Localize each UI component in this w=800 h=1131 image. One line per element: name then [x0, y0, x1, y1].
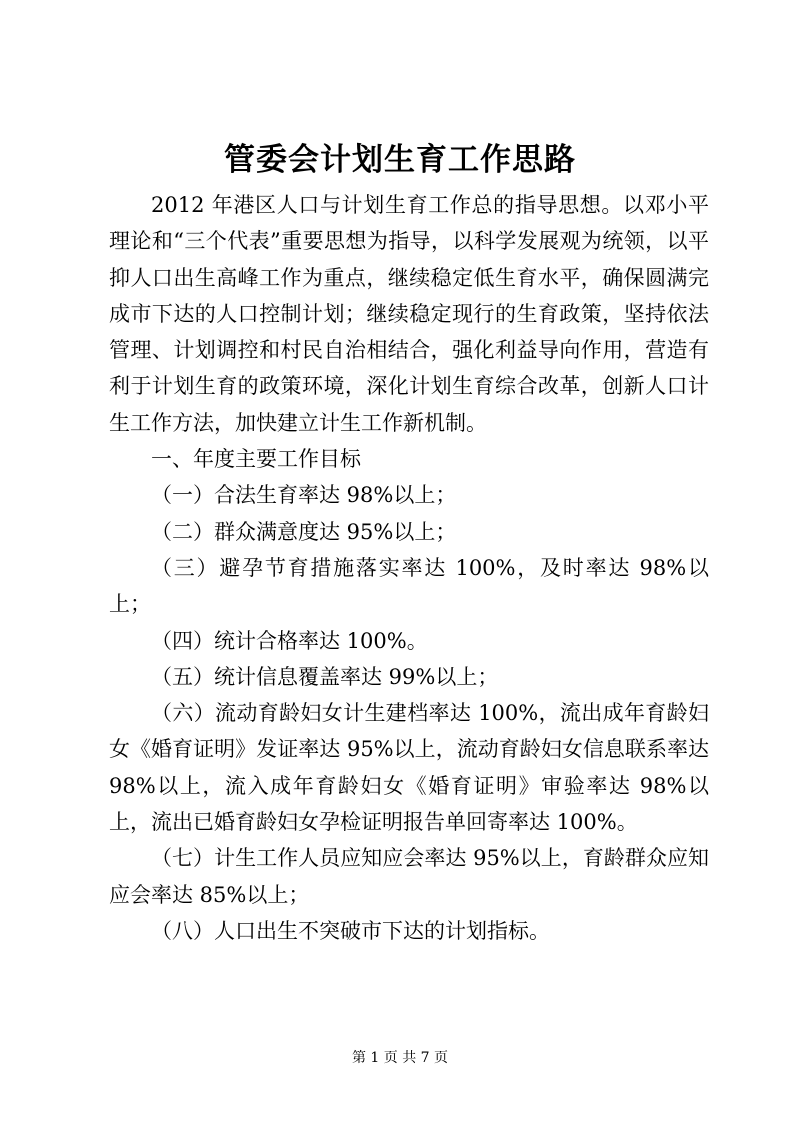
goal-item-8: （八）人口出生不突破市下达的计划指标。: [151, 918, 550, 943]
goal-item-3: （三）避孕节育措施落实率达 100%，及时率达 98%以上；: [109, 555, 709, 617]
document-body: [109, 187, 709, 949]
goal-item-6: （六）流动育龄妇女计生建档率达 100%，流出成年育龄妇女《婚育证明》发证率达 95%以上，流动育龄妇女信息联系率达 98%以上，流入成年育龄妇女《婚育证明》审验率达 98%以上，流出已婚育龄妇女孕检证明报告单回寄率达 100%。: [109, 701, 709, 835]
goal-item-5: （五）统计信息覆盖率达 99%以上；: [151, 664, 499, 689]
section-heading-annual-goals: 一、年度主要工作目标: [151, 447, 361, 472]
page-number-footer: 第 1 页 共 7 页: [351, 1050, 449, 1066]
goal-item-2: （二）群众满意度达 95%以上；: [151, 519, 457, 544]
document-title: 管委会计划生育工作思路: [224, 142, 576, 178]
goal-item-7: （七）计生工作人员应知应会率达 95%以上，育龄群众应知应会率达 85%以上；: [109, 846, 709, 907]
goal-item-4: （四）统计合格率达 100%。: [151, 628, 428, 653]
paragraph-guiding-thought: 2012 年港区人口与计划生育工作总的指导思想。以邓小平理论和“三个代表”重要思想为指导，以科学发展观为统领，以平抑人口出生高峰工作为重点，继续稳定低生育水平，确保圆满完成市下达的人口控制计划；继续稳定现行的生育政策，坚持依法管理、计划调控和村民自治相结合，强化利益导向作用，营造有利于计划生育的政策环境，深化计划生育综合改革，创新人口计生工作方法，加快建立计生工作新机制。: [109, 193, 709, 435]
goal-item-1: （一）合法生育率达 98%以上；: [151, 483, 457, 508]
